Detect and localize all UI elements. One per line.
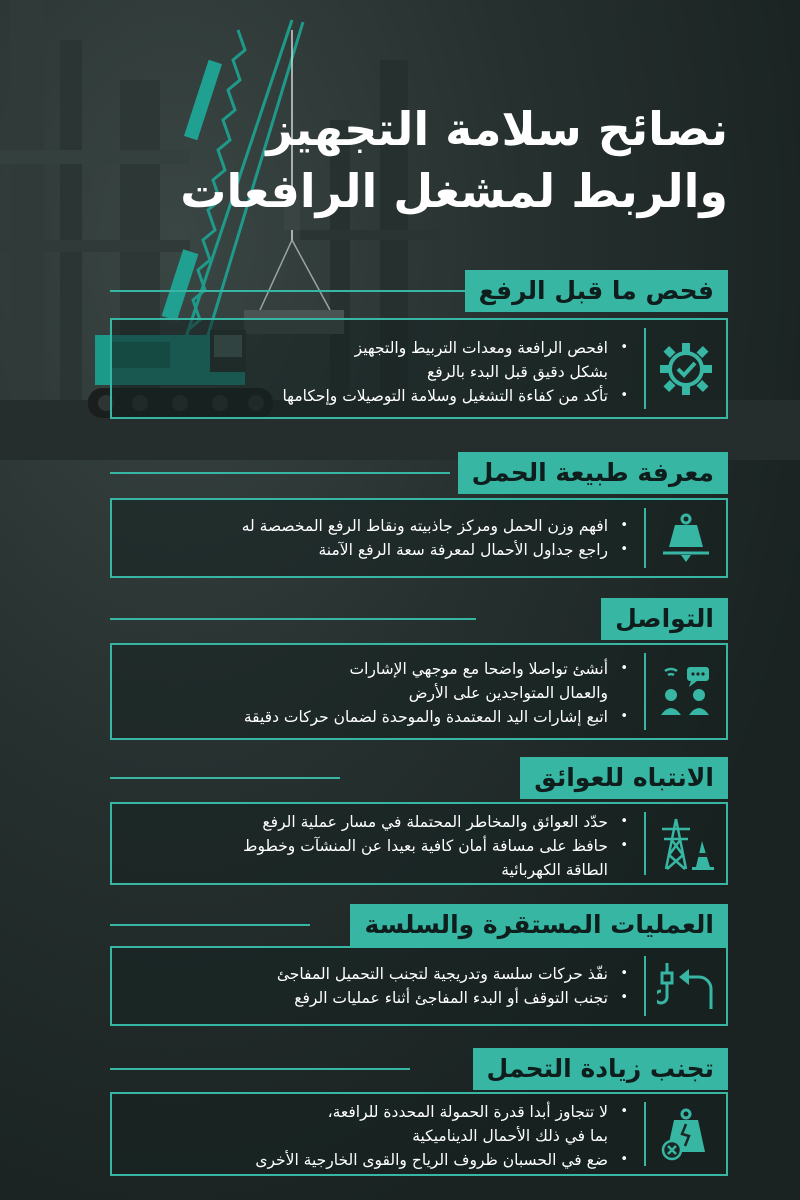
communication-icon [644,653,726,730]
section-card [110,643,728,740]
section-heading: التواصل [601,598,728,640]
header-rule [110,1068,410,1070]
section-load-knowledge [0,452,800,580]
list-item: • أنشئ تواصلا واضحا مع موجهي الإشارات والعمال المتواجدين على الأرض [124,657,630,705]
section-pre-lift-inspection [0,270,800,420]
list-item: • راجع جداول الأحمال لمعرفة سعة الرفع الآمنة [124,538,630,562]
list-item: • حافظ على مسافة أمان كافية بعيدا عن المنشآت وخطوط الطاقة الكهربائية [124,834,630,882]
section-heading: العمليات المستقرة والسلسة [350,904,728,946]
list-item: • ضع في الحسبان ظروف الرياح والقوى الخارجية الأخرى [124,1148,630,1172]
section-heading: فحص ما قبل الرفع [465,270,728,312]
section-card [110,802,728,885]
section-avoid-overload [0,1048,800,1178]
hook-arrow-icon [644,956,726,1016]
list-item: • حدّد العوائق والمخاطر المحتملة في مسار عملية الرفع [124,810,630,834]
section-heading: تجنب زيادة التحمل [473,1048,729,1090]
gear-check-icon [644,328,726,409]
section-card [110,1092,728,1176]
list-item: • نفّذ حركات سلسة وتدريجية لتجنب التحميل المفاجئ [124,962,630,986]
list-item: • تجنب التوقف أو البدء المفاجئ أثناء عمليات الرفع [124,986,630,1010]
header-rule [110,618,476,620]
list-item: • افهم وزن الحمل ومركز جاذبيته ونقاط الرفع المخصصة له [124,514,630,538]
title-line-1: نصائح سلامة التجهيز [266,102,728,156]
header-rule [110,472,450,474]
bullet-list [124,514,630,562]
section-smooth-operations [0,904,800,1029]
bullet-list [124,810,630,882]
page-title [168,98,728,222]
weight-scale-icon [644,508,726,568]
section-heading: الانتباه للعوائق [520,757,728,799]
section-card [110,318,728,419]
section-card [110,498,728,578]
overload-weight-icon [644,1102,726,1166]
section-obstacles [0,757,800,887]
header-rule [110,924,310,926]
bullet-list [124,657,630,729]
section-communication [0,598,800,743]
section-heading: معرفة طبيعة الحمل [458,452,728,494]
section-card [110,946,728,1026]
power-tower-cone-icon [644,812,726,875]
list-item: • تأكد من كفاءة التشغيل وسلامة التوصيلات وإحكامها [124,384,630,408]
list-item: • افحص الرافعة ومعدات التربيط والتجهيز بشكل دقيق قبل البدء بالرفع [124,336,630,384]
header-rule [110,777,340,779]
list-item: • اتبع إشارات اليد المعتمدة والموحدة لضمان حركات دقيقة [124,705,630,729]
title-line-2: والربط لمشغل الرافعات [180,164,728,218]
bullet-list [124,962,630,1010]
bullet-list [124,336,630,408]
list-item: • لا تتجاوز أبدا قدرة الحمولة المحددة للرافعة، بما في ذلك الأحمال الديناميكية [124,1100,630,1148]
bullet-list [124,1100,630,1172]
header-rule [110,290,470,292]
